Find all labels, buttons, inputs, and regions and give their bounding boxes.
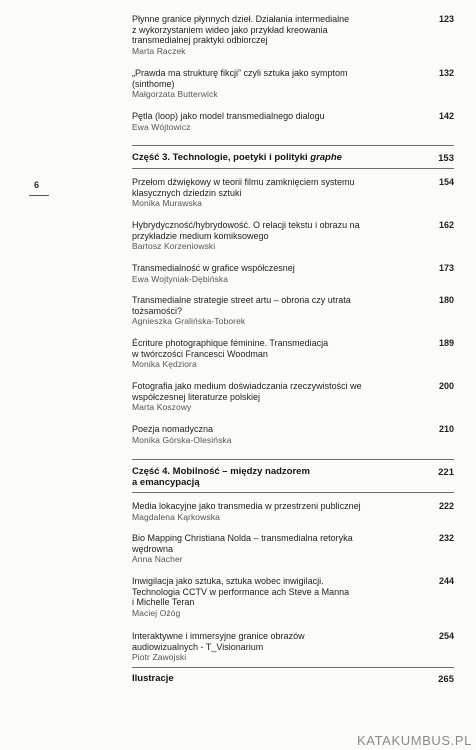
toc-entry <box>132 338 454 370</box>
entry-author: Maciej Ożóg <box>132 607 181 618</box>
toc-entry <box>132 576 454 618</box>
toc-entry <box>132 220 454 252</box>
toc-part-heading <box>132 153 454 164</box>
entry-author: Anna Nacher <box>132 554 183 564</box>
entry-page: 200 <box>438 381 454 391</box>
part-divider <box>132 145 454 146</box>
entry-author: Magdalena Kąrkowska <box>132 511 220 522</box>
entry-page: 154 <box>438 177 454 187</box>
entry-title: Inwigilacja jako sztuka, sztuka wobec inwigilacji. Technologia CCTV w performance ach Steve a Manna i Michelle Teran <box>132 576 350 607</box>
page-number-underline <box>29 195 49 196</box>
entry-title: Pętla (loop) jako model transmedialnego dialogu <box>132 111 325 121</box>
toc-entry <box>132 111 454 132</box>
entry-title: Transmedialność w grafice współczesnej <box>132 263 295 273</box>
part-divider <box>132 459 454 460</box>
toc-entry <box>132 501 454 522</box>
entry-author: Piotr Zawojski <box>132 652 187 662</box>
toc-entry <box>132 177 454 209</box>
entry-page: 173 <box>438 263 454 273</box>
entry-author: Monika Górska-Olesińska <box>132 434 232 445</box>
part-title: Część 4. Mobilność – między nadzorem a emancypacją <box>132 466 310 488</box>
entry-author: Monika Kędziora <box>132 359 197 369</box>
entry-title: Fotografia jako medium doświadczania rzeczywistości we współczesnej literaturze polskiej <box>132 381 362 402</box>
entry-title: Przełom dźwiękowy w teorii filmu zamknięciem systemu klasycznych dziedzin sztuki <box>132 177 355 198</box>
entry-title: Interaktywne i immersyjne granice obrazów audiowizualnych - T_Visionarium <box>132 631 305 652</box>
part-page: 221 <box>438 467 454 478</box>
toc-entry <box>132 263 454 284</box>
entry-page: 210 <box>438 424 454 434</box>
page-number: 6 <box>34 180 40 190</box>
toc-entry <box>132 295 454 327</box>
entry-title: Hybrydyczność/hybrydowość. O relacji tekstu i obrazu na przykładzie medium komiksowego <box>132 220 360 241</box>
entry-title: Écriture photographique féminine. Transmediacja w twórczości Francesci Woodman <box>132 338 329 359</box>
entry-title: Transmedialne strategie street artu – obrona czy utrata tożsamości? <box>132 295 351 316</box>
toc-entry <box>132 68 454 100</box>
part-divider <box>132 667 454 668</box>
toc-part-heading <box>132 467 454 488</box>
part-title: Część 3. Technologie, poetyki i polityki graphe <box>132 152 342 163</box>
entry-author: Ewa Wojtyniak-Dębińska <box>132 273 229 284</box>
entry-page: 162 <box>438 220 454 230</box>
entry-page: 142 <box>438 111 454 121</box>
toc-part-heading <box>132 674 454 685</box>
entry-title: Płynne granice płynnych dzieł. Działania intermedialne z wykorzystaniem wideo jako przykład kreowania transmedialnej praktyki odbiorczej <box>132 14 350 45</box>
entry-author: Monika Murawska <box>132 198 202 208</box>
part-page: 153 <box>438 153 454 164</box>
entry-title: Bio Mapping Christiana Nolda – transmedialna retoryka wędrowna <box>132 533 353 554</box>
part-title-italic: graphe <box>310 152 342 163</box>
entry-author: Bartosz Korzeniowski <box>132 241 216 251</box>
entry-author: Marta Raczek <box>132 45 186 56</box>
entry-title: Poezja nomadyczna <box>132 424 214 434</box>
entry-page: 180 <box>438 295 454 305</box>
part-title: Ilustracje <box>132 673 174 684</box>
site-watermark: KATAKUMBUS.PL <box>357 733 472 748</box>
entry-page: 132 <box>438 68 454 78</box>
entry-author: Ewa Wójtowicz <box>132 121 191 132</box>
entry-title: Media lokacyjne jako transmedia w przestrzeni publicznej <box>132 501 361 511</box>
entry-author: Małgorzata Butterwick <box>132 89 218 99</box>
entry-author: Agnieszka Gralińska-Toborek <box>132 316 246 326</box>
toc-entry <box>132 424 454 445</box>
entry-page: 123 <box>438 14 454 24</box>
entry-page: 189 <box>438 338 454 348</box>
entry-page: 232 <box>438 533 454 543</box>
part-divider <box>132 168 454 169</box>
entry-page: 222 <box>438 501 454 511</box>
entry-page: 244 <box>438 576 454 586</box>
toc-entry <box>132 533 454 565</box>
entry-author: Marta Koszowy <box>132 402 192 412</box>
toc-entry <box>132 381 454 413</box>
part-page: 265 <box>438 674 454 685</box>
entry-title: „Prawda ma strukturę fikcji” czyli sztuka jako symptom (sinthome) <box>132 68 348 89</box>
toc-entry <box>132 14 454 56</box>
part-divider <box>132 492 454 493</box>
toc-entry <box>132 631 454 663</box>
entry-page: 254 <box>438 631 454 641</box>
